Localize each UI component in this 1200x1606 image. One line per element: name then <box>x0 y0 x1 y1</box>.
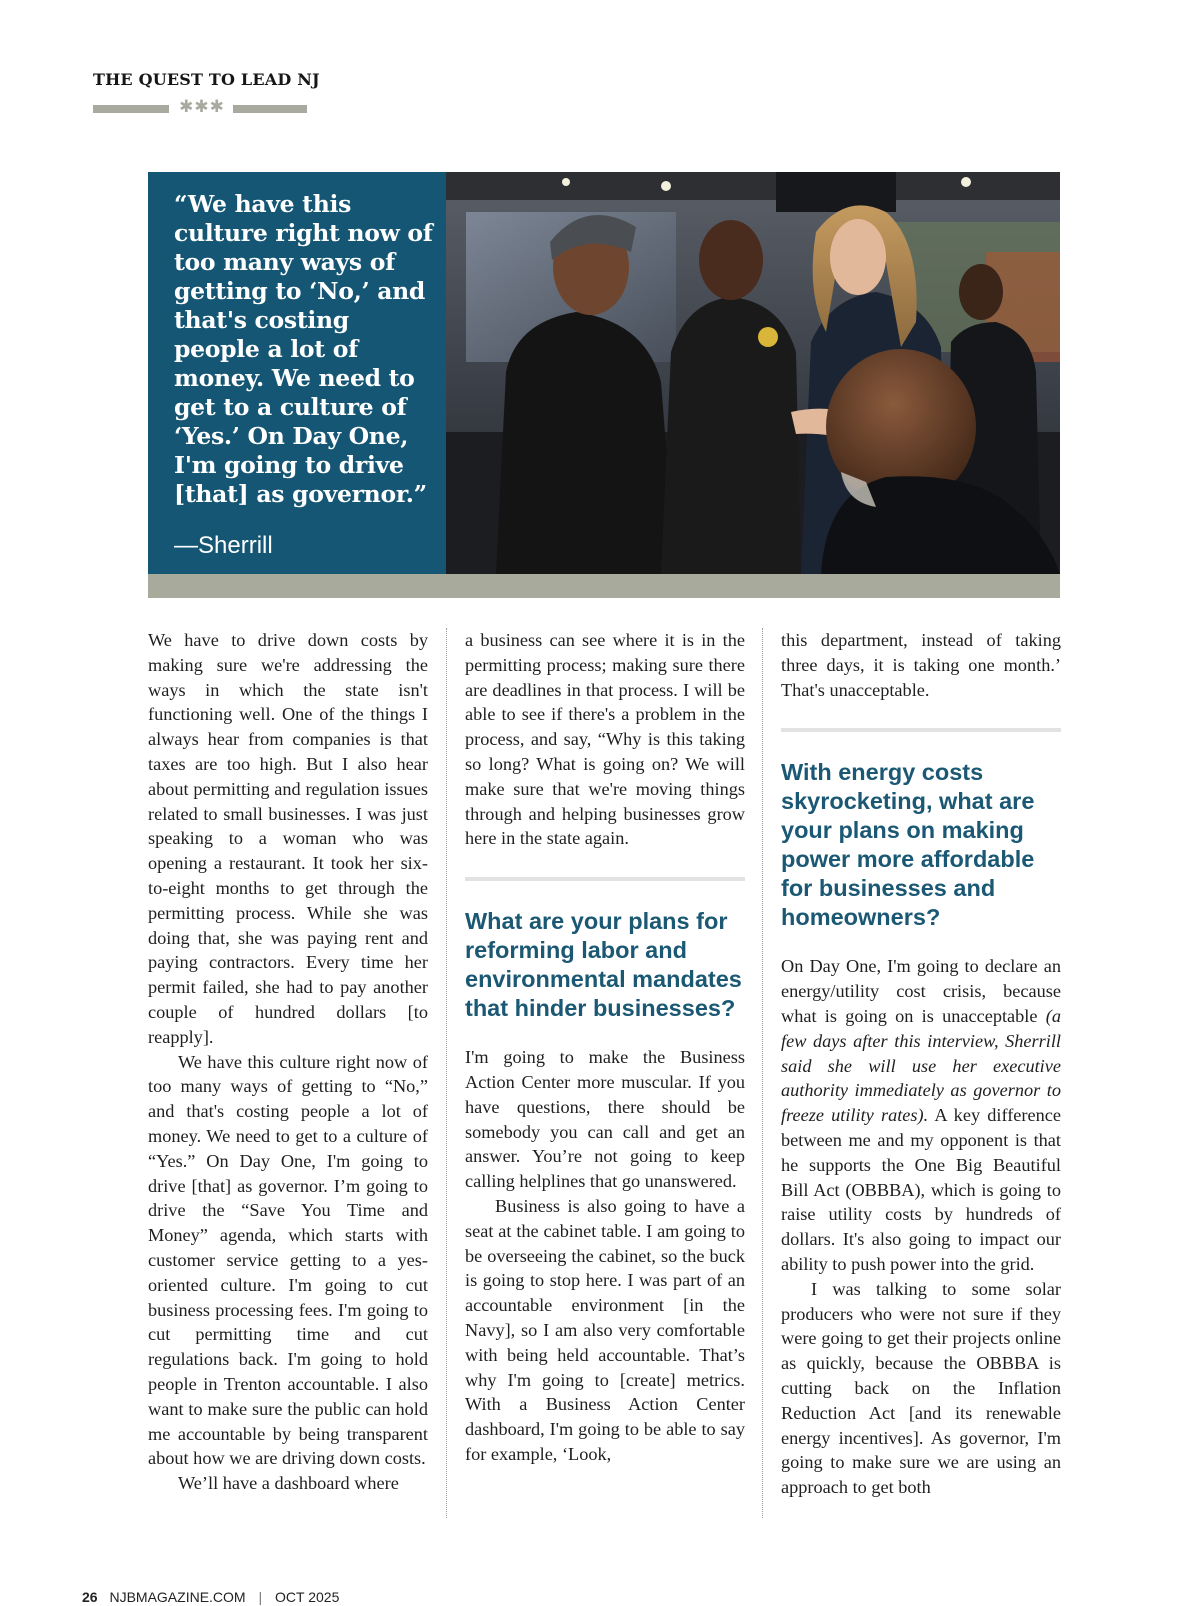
body-paragraph: this department, instead of taking three days, it is taking one month.’ That's unacceptable. <box>781 630 1061 700</box>
body-paragraph: Business is also going to have a seat at the cabinet table. I am going to be overseeing the cabinet, so the buck is going to stop here. I was part of an accountable environment [in the Navy], so I am also very comfortable with being held accountable. That’s why I'm going to [create] metrics. With a Business Action Center dashboard, I'm going to be able to say for example, ‘Look, <box>465 1195 745 1464</box>
column-1 <box>148 628 428 1496</box>
pull-quote: “We have this culture right now of too many ways of getting to ‘No,’ and that's costing people a lot of money. We need to get to a culture of ‘Yes.’ On Day One, I'm going to drive [that] as governor.” <box>174 190 433 508</box>
issue-date: OCT 2025 <box>275 1589 340 1605</box>
page-number: 26 <box>82 1589 98 1605</box>
body-paragraph: a business can see where it is in the permitting process; making sure there are deadlines in that process. I will be able to see if there's a problem in the process, and say, “Why is this taking so long? What is going on? We will make sure that we're moving things through and helping businesses grow here in the state again. <box>465 630 745 849</box>
barbershop-photo <box>446 172 1060 574</box>
body-paragraph: I'm going to make the Business Action Center more muscular. If you have questions, there should be somebody you can call and get an answer. You’re not going to keep calling helplines that go unanswered. <box>465 1047 745 1192</box>
body-paragraph: We’ll have a dashboard where <box>178 1473 399 1494</box>
body-paragraph: I was talking to some solar producers who were not sure if they were going to get their projects online as quickly, because the OBBBA is cutting back on the Inflation Reduction Act [and its renewable energy incentives]. As governor, I'm going to make sure we are using an approach to get both <box>781 1278 1061 1498</box>
rule-bar-right <box>233 105 307 113</box>
column-3 <box>781 628 1061 1500</box>
pull-quote-box <box>148 172 446 574</box>
column-divider <box>762 628 763 1518</box>
body-text: A key difference between me and my opponent is that he supports the One Big Beautiful Bill Act (OBBBA), which is going to raise utility costs by hundreds of dollars. It's also going to impact our ability to push power into the grid. <box>781 1105 1061 1274</box>
question-heading: What are your plans for reforming labor and environmental mandates that hinder businesses? <box>465 908 742 1022</box>
kicker-ornament-rule <box>93 97 307 117</box>
page-footer <box>82 1589 339 1605</box>
body-text: On Day One, I'm going to declare an energy/utility cost crisis, because what is going on is unacceptable <box>781 956 1061 1026</box>
article-body <box>0 628 1200 1518</box>
star-ornament-icon: ✱✱✱ <box>179 97 225 117</box>
body-paragraph <box>781 954 1061 1276</box>
section-divider <box>781 728 1061 732</box>
pull-quote-attribution: —Sherrill <box>174 532 273 559</box>
question-heading: With energy costs skyrocketing, what are your plans on making power more affordable for businesses and homeowners? <box>781 759 1035 931</box>
body-paragraph: We have to drive down costs by making sure we're addressing the ways in which the state isn't functioning well. One of the things I always hear from companies is that taxes are too high. But I also hear about permitting and regulation issues related to small businesses. I was just speaking to a woman who was opening a restaurant. It took her six-to-eight months to get through the permitting process. While she was doing that, she was paying rent and paying contractors. Every time her permit failed, she had to pay another couple of hundred dollars [to reapply]. <box>148 630 428 1047</box>
body-paragraph: We have this culture right now of too many ways of getting to “No,” and that's costing people a lot of money. We need to get to a culture of “Yes.” On Day One, I'm going to drive [that] as governor. I’m going to drive the “Save You Time and Money” agenda, which starts with customer service getting to a yes-oriented culture. I'm going to cut business processing fees. I'm going to cut permitting time and cut regulations back. I'm going to hold people in Trenton accountable. I also want to make sure the public can hold me accountable by being transparent about how we are driving down costs. <box>148 1051 428 1469</box>
magazine-site: NJBMAGAZINE.COM <box>109 1589 246 1605</box>
section-divider <box>465 877 745 881</box>
photo-illustration <box>446 172 1060 574</box>
column-divider <box>446 628 447 1518</box>
editor-note: (a few days after this interview, Sherrill said she will use her executive authority immediately as governor to freeze utility rates). <box>781 1005 1061 1126</box>
rule-bar-left <box>93 105 169 113</box>
hero-block <box>148 172 1060 598</box>
footer-separator: | <box>258 1589 263 1605</box>
section-kicker: THE QUEST TO LEAD NJ <box>93 70 320 89</box>
column-2 <box>465 628 745 1467</box>
